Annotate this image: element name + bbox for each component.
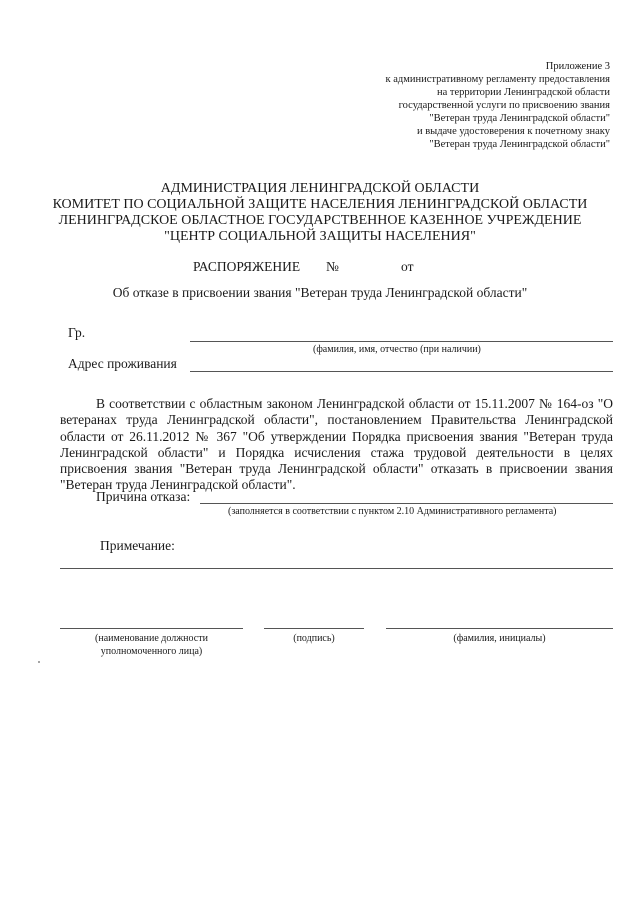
position-caption [60, 632, 243, 658]
note-label: Примечание: [100, 538, 175, 553]
position-caption-line: (наименование должности [95, 633, 208, 644]
order-date-label: от [401, 259, 414, 274]
appendix-header [290, 60, 610, 151]
reason-line [200, 503, 613, 504]
address-label: Адрес проживания [68, 356, 177, 371]
position-caption-line: уполномоченного лица) [100, 646, 203, 657]
appendix-line: "Ветеран труда Ленинградской области" [429, 113, 610, 124]
org-line: КОМИТЕТ ПО СОЦИАЛЬНОЙ ЗАЩИТЕ НАСЕЛЕНИЯ ЛЕНИНГРАДСКОЙ ОБЛАСТИ [52, 197, 588, 212]
signature-caption: (подпись) [293, 633, 335, 644]
org-line: АДМИНИСТРАЦИЯ ЛЕНИНГРАДСКОЙ ОБЛАСТИ [160, 181, 480, 196]
order-number-label: № [326, 259, 339, 274]
scan-speck [38, 661, 40, 663]
appendix-line: на территории Ленинградской области [436, 87, 610, 98]
name-caption: (фамилия, инициалы) [453, 633, 546, 644]
signature-line [264, 628, 364, 629]
recipient-name-line [190, 341, 613, 342]
address-line [190, 371, 613, 372]
order-title: РАСПОРЯЖЕНИЕ [193, 259, 301, 274]
recipient-caption: (фамилия, имя, отчество (при наличии) [313, 344, 481, 355]
organization-header [30, 181, 610, 245]
reason-caption: (заполняется в соответствии с пунктом 2.10 Административного регламента) [228, 506, 557, 517]
org-line: ЛЕНИНГРАДСКОЕ ОБЛАСТНОЕ ГОСУДАРСТВЕННОЕ КАЗЕННОЕ УЧРЕЖДЕНИЕ [58, 213, 582, 228]
recipient-label: Гр. [68, 325, 86, 340]
position-line [60, 628, 243, 629]
name-line [386, 628, 613, 629]
appendix-line: и выдаче удостоверения к почетному знаку [416, 126, 610, 137]
reason-label: Причина отказа: [96, 489, 191, 504]
appendix-line: государственной услуги по присвоению звания [398, 100, 610, 111]
note-line [60, 568, 613, 569]
order-subject: Об отказе в присвоении звания "Ветеран труда Ленинградской области" [112, 285, 528, 300]
appendix-line: к административному регламенту предоставления [385, 74, 610, 85]
org-line: "ЦЕНТР СОЦИАЛЬНОЙ ЗАЩИТЫ НАСЕЛЕНИЯ" [164, 229, 476, 244]
appendix-line: Приложение 3 [545, 61, 610, 72]
order-body-text: В соответствии с областным законом Ленинградской области от 15.11.2007 № 164-оз "О ветеранах труда Ленинградской области", постановлением Правительства Ленинградской области от 26.11.2012 № 367 "Об утверждении Порядка присвоения звания "Ветеран труда Ленинградской области" и Порядка исчисления стажа трудовой деятельности в целях присвоения звания "Ветеран труда Ленинградской области" отказать в присвоении звания "Ветеран труда Ленинградской области". [60, 396, 613, 493]
appendix-line: "Ветеран труда Ленинградской области" [429, 139, 610, 150]
